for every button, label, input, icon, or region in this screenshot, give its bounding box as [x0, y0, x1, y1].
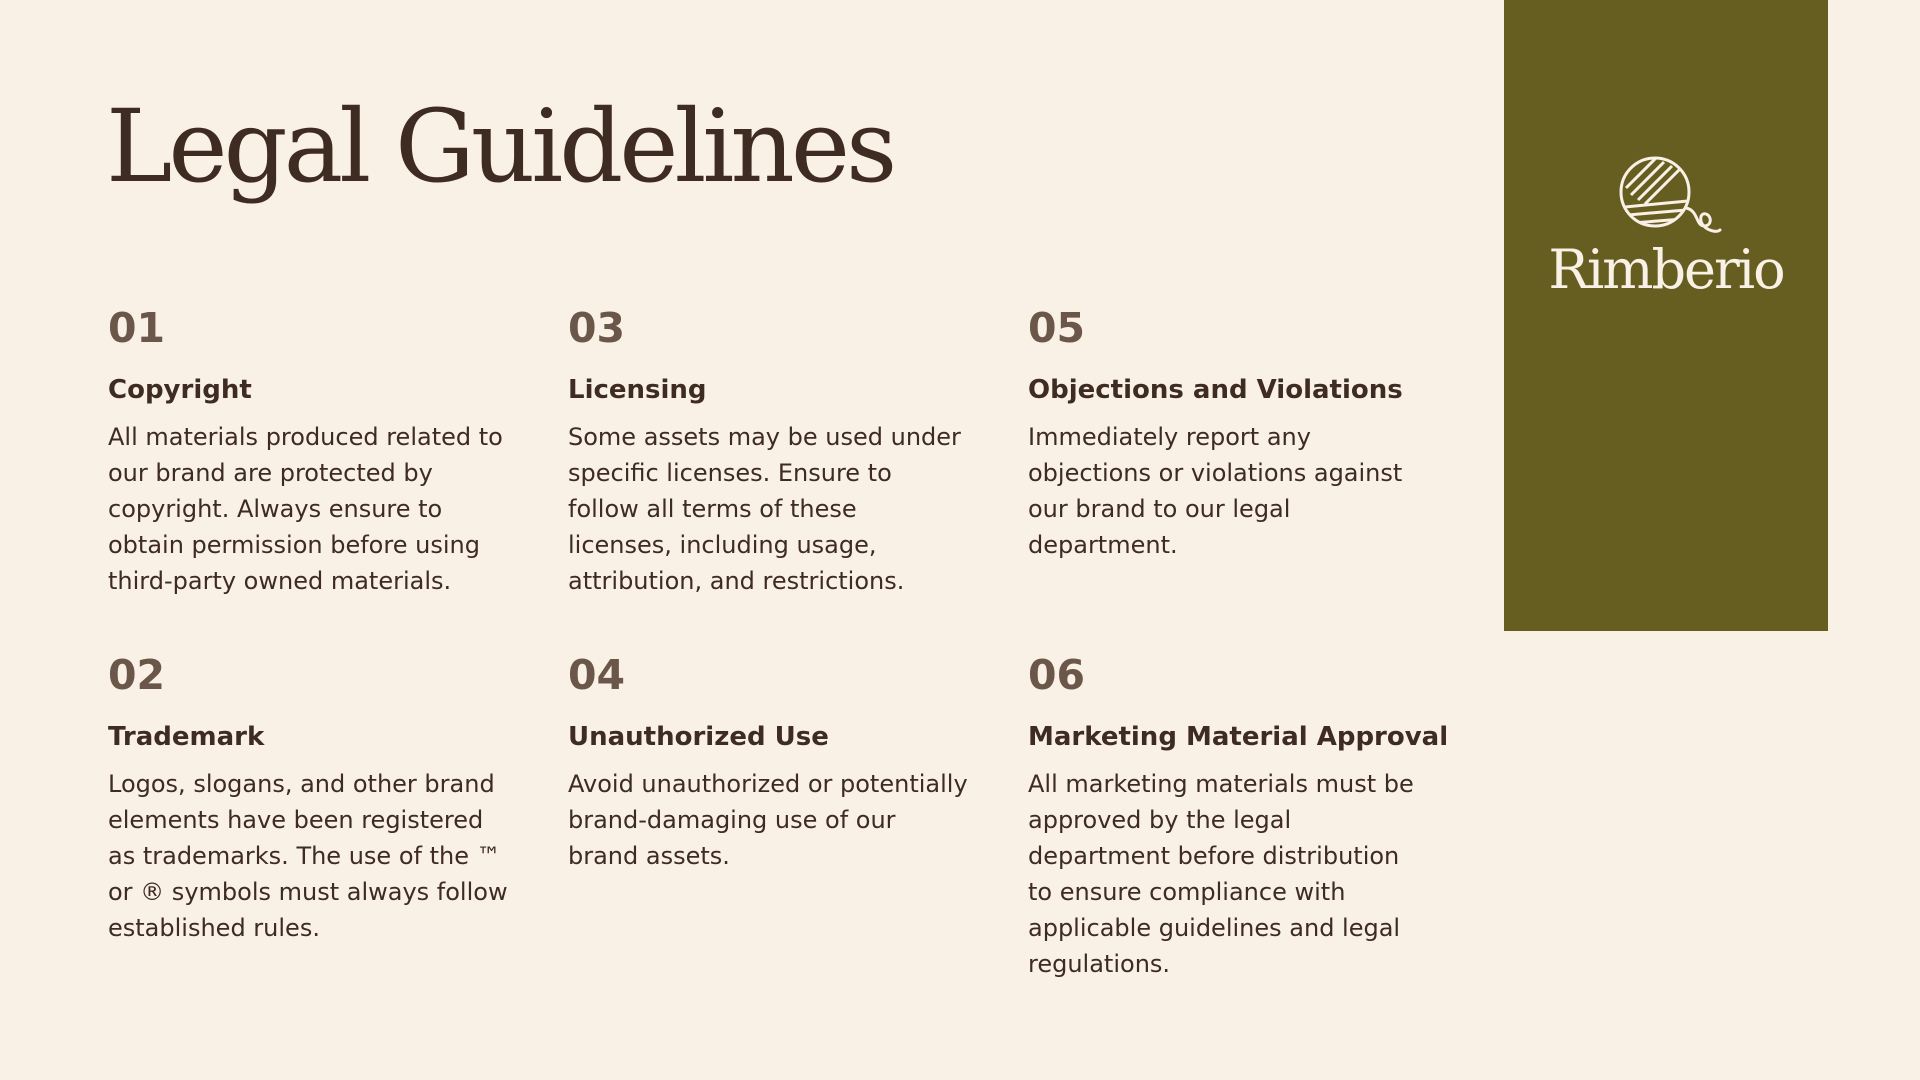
- section-heading: Copyright: [108, 375, 252, 405]
- section-heading: Trademark: [108, 722, 265, 752]
- section-body: Some assets may be used under specific licenses. Ensure to follow all terms of these licenses, including usage, attribution, and restrictions.: [568, 423, 961, 596]
- section-number: 06: [1028, 651, 1086, 699]
- section-number: 01: [108, 304, 166, 352]
- section-body: Avoid unauthorized or potentially brand-damaging use of our brand assets.: [568, 770, 968, 871]
- page-title: Legal Guidelines: [106, 88, 894, 205]
- guideline-objections-violations: [1028, 304, 1448, 563]
- yarn-ball-icon: [1612, 152, 1722, 242]
- guideline-copyright: [108, 304, 528, 599]
- section-number: 03: [568, 304, 626, 352]
- guideline-licensing: [568, 304, 988, 599]
- section-body: All materials produced related to our brand are protected by copyright. Always ensure to obtain permission before using third-party owned materials.: [108, 423, 503, 596]
- section-heading: Licensing: [568, 375, 707, 405]
- guideline-trademark: [108, 651, 528, 946]
- section-body: All marketing materials must be approved by the legal department before distribution to ensure compliance with applicable guidelines and legal regulations.: [1028, 770, 1414, 979]
- brand-panel: [1504, 0, 1828, 631]
- section-number: 02: [108, 651, 166, 699]
- section-heading: Unauthorized Use: [568, 722, 829, 752]
- section-heading: Marketing Material Approval: [1028, 722, 1449, 752]
- section-number: 04: [568, 651, 626, 699]
- guideline-unauthorized-use: [568, 651, 988, 874]
- section-body: Immediately report any objections or violations against our brand to our legal department.: [1028, 423, 1403, 560]
- brand-name: Rimberio: [1548, 238, 1784, 301]
- section-body: Logos, slogans, and other brand elements have been registered as trademarks. The use of the ™ or ® symbols must always follow established rules.: [108, 770, 508, 943]
- section-number: 05: [1028, 304, 1086, 352]
- guideline-marketing-approval: [1028, 651, 1449, 982]
- section-heading: Objections and Violations: [1028, 375, 1403, 405]
